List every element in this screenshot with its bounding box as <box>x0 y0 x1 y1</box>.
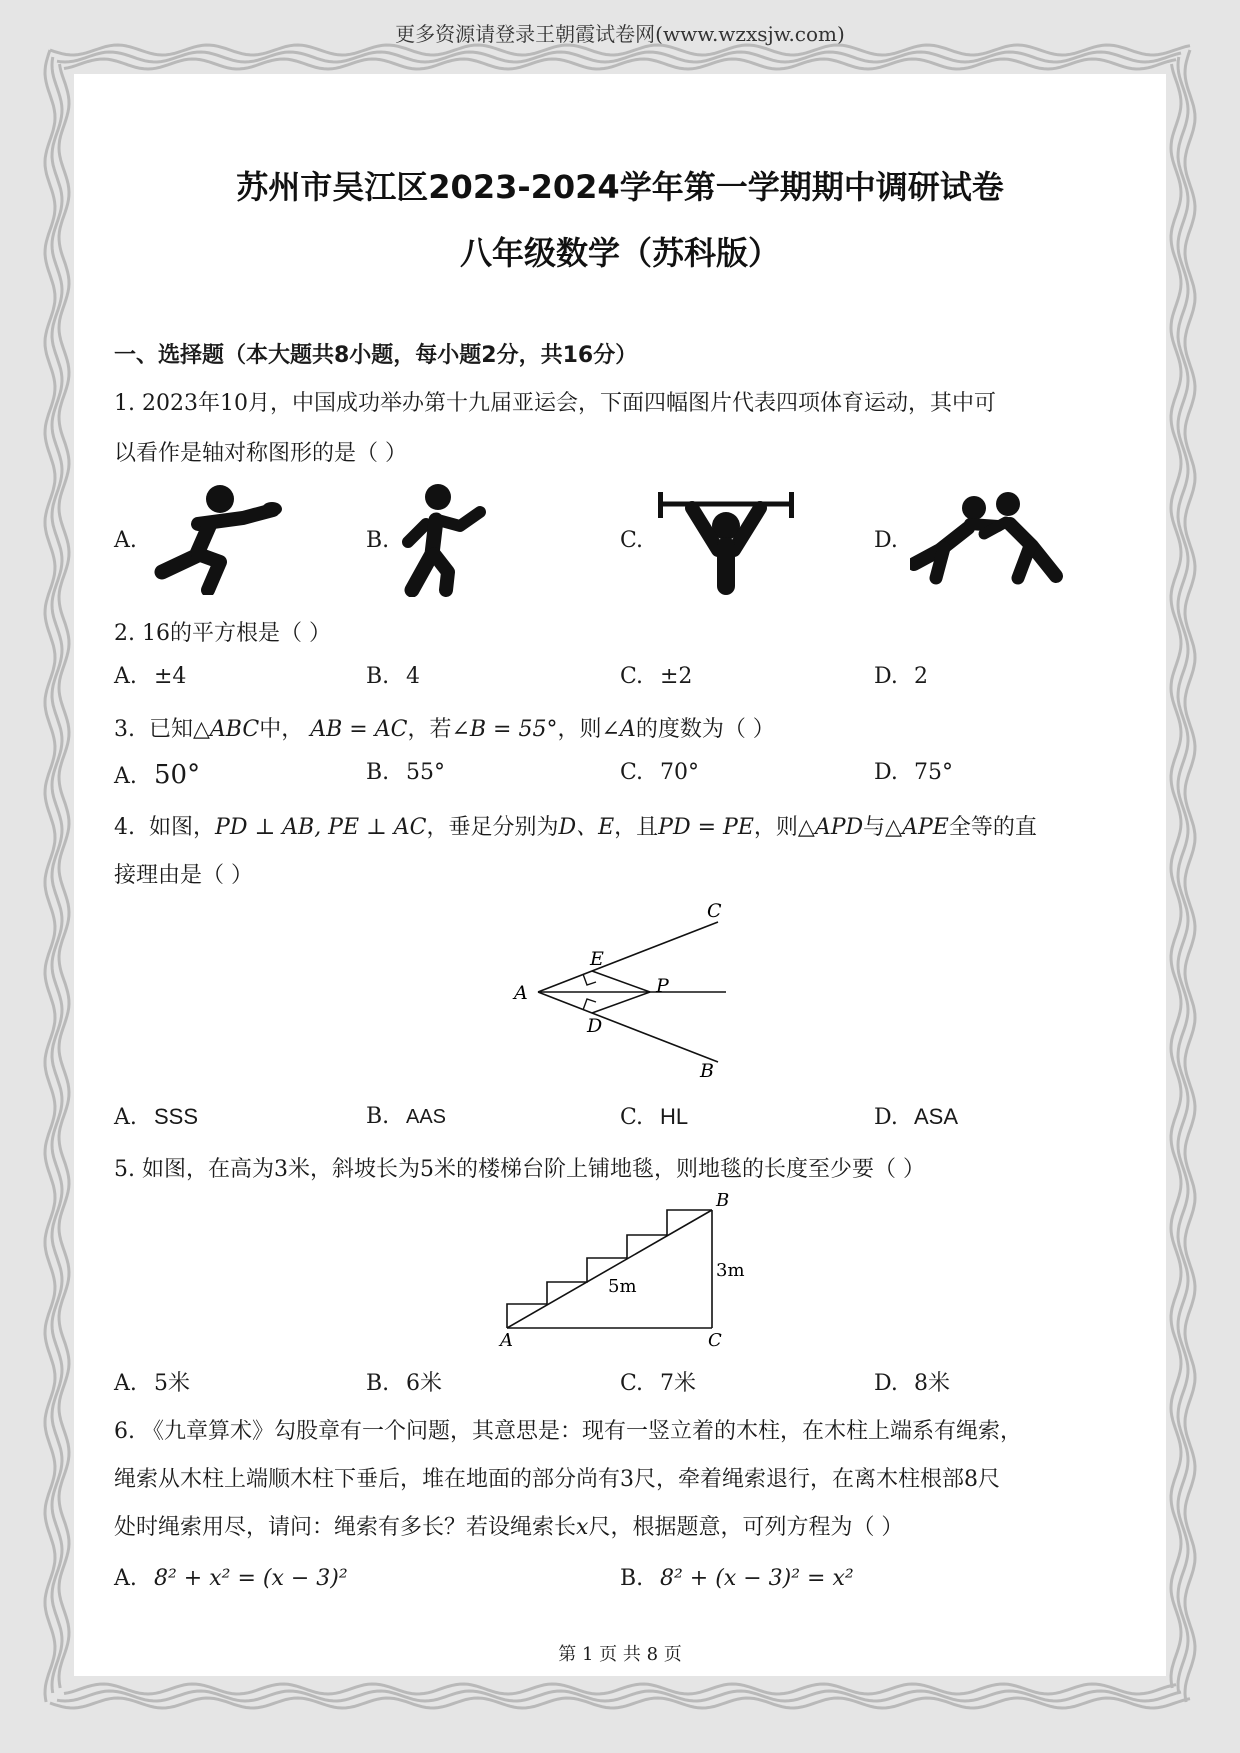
q5-option-a: A. 5米 <box>114 1371 190 1396</box>
q5-label-b: B <box>716 1192 730 1211</box>
q6-stem-line1: 6. 《九章算术》勾股章有一个问题，其意思是：现有一竖立着的木柱，在木柱上端系有绳索， <box>114 1419 1022 1444</box>
q4-option-b: B. AAS <box>366 1104 447 1129</box>
q5-label-slope: 5m <box>608 1276 637 1297</box>
q4-label-p: P <box>656 975 669 997</box>
q5-option-c: C. 7米 <box>620 1371 696 1396</box>
q5-label-height: 3m <box>716 1260 745 1281</box>
q4-label-c: C <box>707 900 722 922</box>
q4-figure <box>500 900 740 1080</box>
section-heading: 一、选择题（本大题共8小题，每小题2分，共16分） <box>114 343 638 368</box>
q2-option-c: C. ±2 <box>620 664 693 689</box>
q5-label-c: C <box>708 1330 722 1351</box>
q6-option-a: A. 8² + x² = (x − 3)² <box>114 1566 348 1591</box>
q5-label-a: A <box>500 1330 513 1351</box>
q4-stem-line2: 接理由是（ ） <box>114 863 253 888</box>
q4-label-d: D <box>587 1015 603 1037</box>
wrestling-icon <box>910 490 1070 590</box>
weightlifting-icon <box>656 488 796 596</box>
q1-option-c-label: C. <box>620 528 644 553</box>
q5-option-d: D. 8米 <box>874 1371 950 1396</box>
header-note: 更多资源请登录王朝霞试卷网(www.wzxsjw.com) <box>395 22 845 46</box>
q1-stem-line1: 1. 2023年10月，中国成功举办第十九届亚运会，下面四幅图片代表四项体育运动，其中可 <box>114 391 996 416</box>
exam-title: 苏州市吴江区2023-2024学年第一学期期中调研试卷 <box>236 168 1004 206</box>
q5-option-b: B. 6米 <box>366 1371 442 1396</box>
page-footer: 第 1 页 共 8 页 <box>558 1644 682 1665</box>
q5-figure <box>492 1192 752 1352</box>
q2-option-d: D. 2 <box>874 664 928 689</box>
q4-label-b: B <box>700 1060 714 1080</box>
q2-stem: 2. 16的平方根是（ ） <box>114 621 331 646</box>
q6-stem-line2: 绳索从木柱上端顺木柱下垂后，堆在地面的部分尚有3尺，牵着绳索退行，在离木柱根部8尺 <box>114 1467 1000 1492</box>
q3-option-a: A. 50° <box>114 760 201 790</box>
q4-label-e: E <box>590 948 604 970</box>
table-tennis-icon <box>148 480 283 595</box>
q1-option-a-label: A. <box>114 528 137 553</box>
q6-option-b: B. 8² + (x − 3)² = x² <box>620 1566 854 1591</box>
q4-option-c: C. HL <box>620 1104 689 1130</box>
q2-option-a: A. ±4 <box>114 664 187 689</box>
q3-option-c: C. 70° <box>620 760 699 785</box>
q4-label-a: A <box>514 982 528 1004</box>
q4-stem-line1: 4. 如图，PD ⊥ AB, PE ⊥ AC，垂足分别为D、E，且PD = PE，则△APD与△APE全等的直 <box>114 815 1037 840</box>
q3-option-b: B. 55° <box>366 760 445 785</box>
q3-option-d: D. 75° <box>874 760 953 785</box>
exam-subtitle: 八年级数学（苏科版） <box>459 234 780 272</box>
q2-option-b: B. 4 <box>366 664 420 689</box>
q4-option-d: D. ASA <box>874 1104 959 1130</box>
q3-stem: 3. 已知△ABC中， AB = AC，若∠B = 55°，则∠A的度数为（ ） <box>114 717 775 742</box>
q6-stem-line3: 处时绳索用尽，请问：绳索有多长？若设绳索长x尺，根据题意，可列方程为（ ） <box>114 1515 904 1540</box>
q4-option-a: A. SSS <box>114 1104 199 1130</box>
q1-option-b-label: B. <box>366 528 390 553</box>
q5-stem: 5. 如图，在高为3米，斜坡长为5米的楼梯台阶上铺地毯，则地毯的长度至少要（ ） <box>114 1157 925 1182</box>
q1-option-d-label: D. <box>874 528 898 553</box>
q1-stem-line2: 以看作是轴对称图形的是（ ） <box>114 441 407 466</box>
running-icon <box>398 482 488 597</box>
